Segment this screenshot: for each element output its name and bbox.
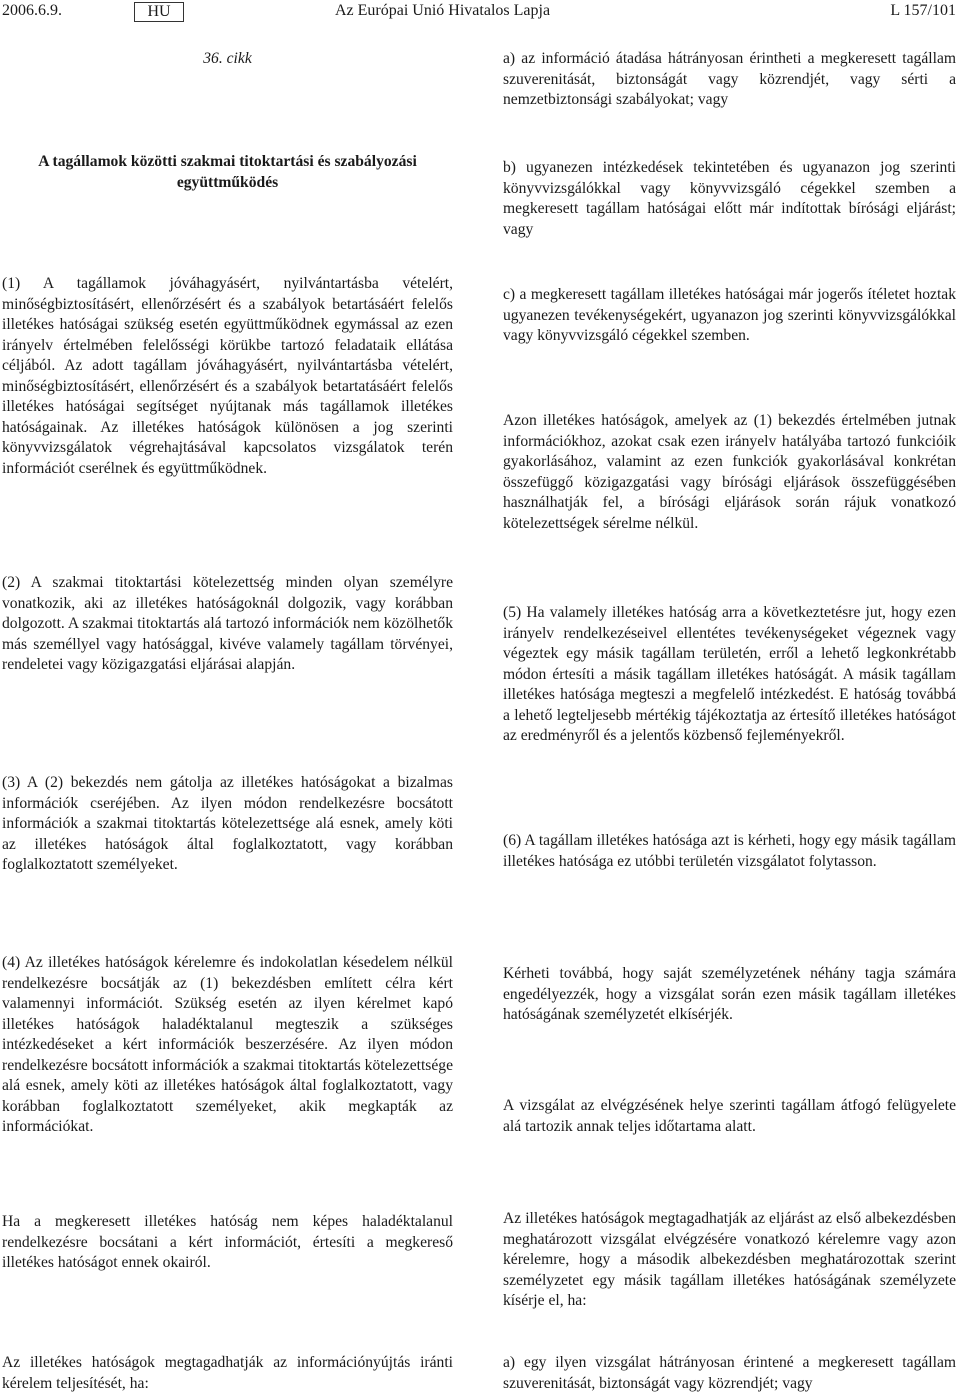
publication-date: 2006.6.9. (2, 2, 62, 19)
paragraph-4-sub-2: Az illetékes hatóságok megtagadhatják az információnyújtás iránti kérelem teljesítését, ha: (2, 1354, 453, 1392)
paragraph-6-sub-2: A vizsgálat az elvégzésének helye szerinti tagállam átfogó felügyelete alá tartozik annak teljes időtartama alatt. (503, 1097, 956, 1135)
list-item-a: a) az információ átadása hátrányosan érintheti a megkeresett tagállam szuverenitását, biztonságát vagy közrendjét, vagy sérti a nemzetbiztonsági szabályokat; vagy (503, 50, 956, 108)
list-item-c: c) a megkeresett tagállam illetékes hatóságai már jogerős ítéletet hoztak ugyanezen tevékenységekért, ugyanazon jog szerinti könyvvizsgálókkal vagy könyvvizsgáló cégekkel szemben. (503, 286, 956, 344)
page-header (0, 2, 960, 24)
language-badge: HU (134, 2, 184, 22)
paragraph-1: (1) A tagállamok jóváhagyásért, nyilvántartásba vételért, minőségbiztosításért, ellenőrzésért és a szabályok betartásáért felelős illetékes hatóságai szükség esetén együttműködnek egymással az ezen irányelv értelmében felelősségi körükbe tartozó feladataik ellátása céljából. Az adott tagállam jóváhagyásért, nyilvántartásba vételért, minőségbiztosításért, ellenőrzésért és a szabályok betartatásáért felelős illetékes hatóságai segítséget nyújtanak más tagállamok illetékes hatóságainak. Az illetékes hatóságok különösen a jog szerinti könyvvizsgálatok végrehajtásával kapcsolatos vizsgálatok terén információt cserélnek és együttműködnek. (2, 275, 453, 477)
paragraph-5: (5) Ha valamely illetékes hatóság arra a következtetésre jut, hogy ezen irányelv rendelkezéseivel ellentétes tevékenységeket végeznek vagy végeztek egy másik tagállam területén, erről a lehető legkonkrétabb módon értesíti a másik tagállam illetékes hatóságát. A másik tagállam illetékes hatósága megteszi a megfelelő intézkedést. E hatóság továbbá a lehető legteljesebb mértékig tájékoztatja az értesítő illetékes hatóságot az eredményről és a jelentős közbenső fejleményekről. (503, 604, 956, 744)
article-number: 36. cikk (203, 50, 252, 67)
list-item-a-2: a) egy ilyen vizsgálat hátrányosan érintené a megkeresett tagállam szuverenitását, biztonságát vagy közrendjét; vagy (503, 1354, 956, 1392)
journal-title: Az Európai Unió Hivatalos Lapja (335, 2, 551, 19)
paragraph-6-sub-3: Az illetékes hatóságok megtagadhatják az eljárást az első albekezdésben meghatározott vizsgálat elvégzésére vonatkozó kérelemre vagy azon kérelemre, hogy a második albekezdésben meghatározottak szerint személyzetet egy másik tagállam illetékes hatóságának személyzete kísérje el, ha: (503, 1210, 956, 1309)
paragraph-4-sub-1: Ha a megkeresett illetékes hatóság nem képes haladéktalanul rendelkezésre bocsátani a kért információt, értesíti a megkereső illetékes hatóságot ennek okairól. (2, 1213, 453, 1271)
paragraph-3: (3) A (2) bekezdés nem gátolja az illetékes hatóságokat a bizalmas információk cseréjében. Az ilyen módon rendelkezésre bocsátott információk a szakmai titoktartás kötelezettsége alá esnek, amely köti az illetékes hatóságok által foglalkoztatott, vagy korábban foglalkoztatott személyeket. (2, 774, 453, 873)
paragraph-2: (2) A szakmai titoktartási kötelezettség minden olyan személyre vonatkozik, aki az illetékes hatóságoknál dolgozik, vagy korábban dolgozott. A szakmai titoktartás alá tartozó információk nem közölhetők más személlyel vagy hatósággal, kivéve valamely tagállam törvényei, rendeletei vagy közigazgatási eljárásai alapján. (2, 574, 453, 673)
paragraph-6: (6) A tagállam illetékes hatósága azt is kérheti, hogy egy másik tagállam illetékes hatósága ez utóbbi területén vizsgálatot folytasson. (503, 832, 956, 870)
paragraph-6-sub-1: Kérheti továbbá, hogy saját személyzetének néhány tagja számára engedélyezzék, hogy a vizsgálat során ezen másik tagállam illetékes hatóságának személyzetét elkísérjék. (503, 965, 956, 1023)
list-item-b: b) ugyanezen intézkedések tekintetében és ugyanazon jog szerinti könyvvizsgálókkal vagy könyvvizsgáló cégekkel szemben a megkeresett tagállam hatóságai előtt már indítottak bírósági eljárást; vagy (503, 159, 956, 238)
article-title: A tagállamok közötti szakmai titoktartási és szabályozási együttműködés (38, 153, 417, 191)
paragraph-4: (4) Az illetékes hatóságok kérelemre és indokolatlan késedelem nélkül rendelkezésre bocsátják az (1) bekezdésben említett célra kért valamennyi információt. Szükség esetén az ilyen kérelmet kapó illetékes hatóságok haladéktalanul megteszik a szükséges intézkedéseket a kért információk beszerzésére. Az ilyen módon rendelkezésre bocsátott információk a szakmai titoktartás kötelezettsége alá esnek, amely köti az illetékes hatóságok által foglalkoztatott, vagy korábban foglalkoztatott személyeket, akik megkapták az információkat. (2, 954, 453, 1135)
page-number: L 157/101 (890, 2, 956, 19)
paragraph-usage: Azon illetékes hatóságok, amelyek az (1) bekezdés értelmében jutnak információkhoz, azokat csak ezen irányelv hatályába tartozó funkcióik gyakorlásához, valamint az ezen funkciók gyakorlásával konkrétan összefüggő közigazgatási vagy bírósági eljárások összefüggésében használhatják fel, a bírósági eljárások során rájuk vonatkozó kötelezettségek sérelme nélkül. (503, 412, 956, 532)
